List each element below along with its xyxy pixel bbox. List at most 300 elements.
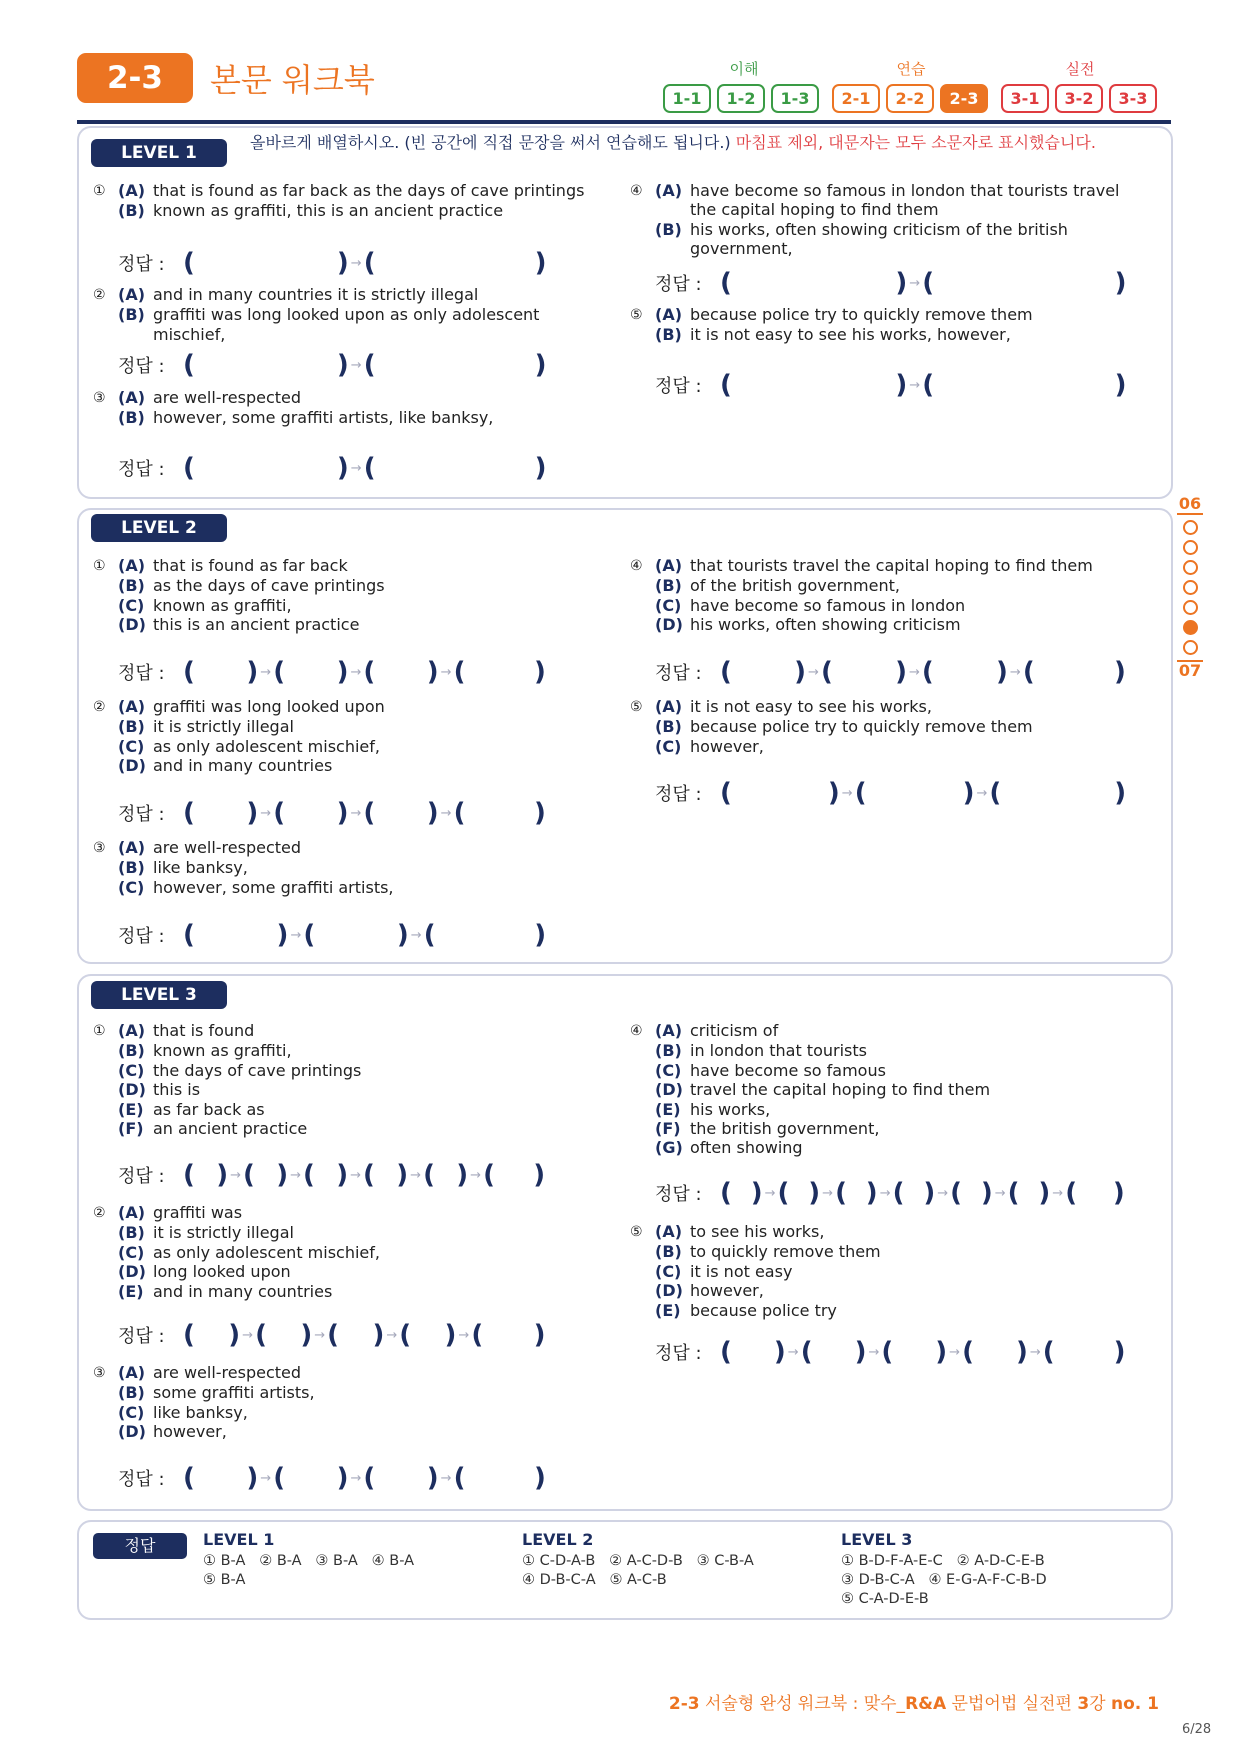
paren-open: ( bbox=[720, 778, 732, 808]
progress-dot bbox=[1183, 600, 1198, 615]
instruction-main: 올바르게 배열하시오. (빈 공간에 직접 문장을 써서 연습해도 됩니다.) bbox=[250, 133, 731, 152]
question-number bbox=[93, 1119, 118, 1120]
arrow-icon: → bbox=[440, 1470, 452, 1486]
arrow-icon: → bbox=[350, 664, 362, 680]
option-text: known as graffiti, bbox=[153, 595, 292, 615]
paren-open: ( bbox=[720, 657, 732, 687]
option-text: as only adolescent mischief, bbox=[153, 736, 380, 756]
paren-close: ) bbox=[228, 1320, 241, 1350]
question-number bbox=[630, 1242, 655, 1243]
option-text: of the british government, bbox=[690, 576, 900, 596]
question-number: ① bbox=[93, 183, 106, 199]
option-text: have become so famous bbox=[690, 1060, 886, 1080]
paren-close: ) bbox=[534, 920, 547, 950]
option-text: an ancient practice bbox=[153, 1119, 308, 1139]
footer-prefix: 2-3 bbox=[668, 1694, 700, 1714]
answer-key-line: ⑤ C-A-D-E-B bbox=[841, 1591, 929, 1607]
paren-close: ) bbox=[444, 1320, 457, 1350]
paren-close: ) bbox=[1113, 657, 1126, 687]
step-1-2[interactable]: 1-2 bbox=[717, 84, 765, 113]
paren-open: ( bbox=[483, 1160, 495, 1190]
question-option bbox=[93, 756, 613, 775]
option-text: to see his works, bbox=[690, 1222, 825, 1241]
question-number bbox=[93, 201, 118, 202]
answer-label: 정답 : bbox=[118, 926, 165, 947]
answer-label: 정답 : bbox=[118, 804, 165, 825]
paren-close: ) bbox=[750, 1178, 763, 1208]
question-number bbox=[630, 737, 655, 738]
option-text: it is not easy to see his works, however, bbox=[690, 325, 1011, 345]
question-option bbox=[93, 697, 613, 717]
question-number bbox=[630, 1281, 655, 1282]
option-text: like banksy, bbox=[153, 1402, 248, 1422]
option-text: as the days of cave printings bbox=[153, 576, 385, 596]
option-key: (D) bbox=[655, 1281, 683, 1301]
question-number bbox=[93, 615, 118, 616]
option-key: (D) bbox=[118, 615, 146, 635]
step-3-3[interactable]: 3-3 bbox=[1109, 84, 1157, 113]
paren-open: ( bbox=[777, 1178, 790, 1208]
side-page-07: 07 bbox=[1178, 661, 1202, 680]
paren-close: ) bbox=[533, 1463, 546, 1493]
question-option bbox=[630, 1281, 1150, 1300]
option-key: (C) bbox=[118, 736, 145, 756]
option-text: graffiti was long looked upon as only adolescent mischief, bbox=[153, 305, 540, 344]
question-L3-5 bbox=[630, 1222, 1150, 1320]
option-key: (A) bbox=[655, 1021, 683, 1040]
paren-open: ( bbox=[273, 1463, 286, 1493]
arrow-icon: → bbox=[1009, 664, 1021, 680]
paren-close: ) bbox=[426, 1463, 439, 1493]
option-text: have become so famous in london that tourists travel the capital hoping to find them bbox=[690, 181, 1120, 220]
progress-dot bbox=[1183, 540, 1198, 555]
question-option bbox=[630, 556, 1150, 576]
question-option bbox=[93, 1203, 613, 1223]
answer-label: 정답 : bbox=[118, 356, 165, 377]
option-key: (B) bbox=[118, 305, 145, 325]
question-number: ② bbox=[93, 287, 106, 303]
arrow-icon: → bbox=[868, 1344, 880, 1360]
arrow-icon: → bbox=[976, 785, 988, 801]
question-option bbox=[630, 1119, 1150, 1138]
option-key: (B) bbox=[655, 1242, 682, 1262]
option-text: his works, bbox=[690, 1099, 771, 1119]
paren-open: ( bbox=[1022, 657, 1035, 687]
question-option bbox=[630, 717, 1150, 736]
answer-row[interactable] bbox=[118, 455, 546, 481]
arrow-icon: → bbox=[458, 1327, 470, 1343]
page-title: 본문 워크북 bbox=[210, 61, 375, 99]
option-text: travel the capital hoping to find them bbox=[690, 1080, 991, 1100]
paren-close: ) bbox=[533, 1160, 546, 1190]
option-text: the british government, bbox=[690, 1119, 880, 1139]
question-number bbox=[93, 1383, 118, 1384]
question-option bbox=[93, 1282, 613, 1301]
paren-open: ( bbox=[921, 657, 934, 687]
paren-open: ( bbox=[950, 1178, 963, 1208]
paren-close: ) bbox=[456, 1160, 469, 1190]
arrow-icon: → bbox=[314, 1327, 326, 1343]
answer-key-level-1-title: LEVEL 1 bbox=[203, 1530, 275, 1549]
question-option bbox=[93, 1262, 613, 1281]
option-text: to quickly remove them bbox=[690, 1242, 881, 1262]
answer-label: 정답 : bbox=[655, 1343, 702, 1364]
answer-row[interactable] bbox=[118, 352, 546, 378]
option-text: this is bbox=[153, 1080, 201, 1100]
question-number bbox=[93, 305, 118, 306]
paren-close: ) bbox=[336, 657, 349, 687]
question-L1-5 bbox=[630, 305, 1150, 345]
question-L3-4 bbox=[630, 1021, 1150, 1158]
question-number bbox=[630, 615, 655, 616]
paren-close: ) bbox=[246, 1463, 259, 1493]
option-key: (C) bbox=[118, 1060, 145, 1080]
question-number bbox=[630, 1061, 655, 1062]
paren-close: ) bbox=[426, 798, 439, 828]
option-text: it is strictly illegal bbox=[153, 717, 294, 737]
question-option bbox=[630, 615, 1150, 634]
option-key: (D) bbox=[118, 1080, 146, 1100]
option-key: (B) bbox=[118, 858, 145, 878]
arrow-icon: → bbox=[841, 785, 853, 801]
paren-open: ( bbox=[1007, 1178, 1020, 1208]
arrow-icon: → bbox=[470, 1167, 482, 1183]
paren-open: ( bbox=[720, 1178, 732, 1208]
progress-dot bbox=[1183, 640, 1198, 655]
option-key: (F) bbox=[118, 1119, 144, 1139]
level-1-tag: LEVEL 1 bbox=[91, 139, 227, 167]
level-3-tag: LEVEL 3 bbox=[91, 981, 227, 1009]
question-number bbox=[93, 737, 118, 738]
question-number: ④ bbox=[630, 1023, 643, 1039]
answer-key-line: ① B-A ② B-A ③ B-A ④ B-A bbox=[203, 1553, 415, 1569]
arrow-icon: → bbox=[350, 460, 362, 476]
answer-row[interactable] bbox=[655, 659, 1126, 685]
question-number: ④ bbox=[630, 558, 643, 574]
question-number: ① bbox=[93, 1023, 106, 1039]
paren-open: ( bbox=[720, 370, 732, 400]
question-number bbox=[93, 1243, 118, 1244]
question-option bbox=[93, 1061, 613, 1080]
option-text: in london that tourists bbox=[690, 1041, 867, 1061]
arrow-icon: → bbox=[440, 805, 452, 821]
arrow-icon: → bbox=[764, 1185, 776, 1201]
question-option bbox=[630, 1080, 1150, 1099]
question-L2-1 bbox=[93, 556, 613, 635]
question-option bbox=[93, 717, 613, 736]
answer-row[interactable] bbox=[655, 780, 1126, 806]
question-option bbox=[93, 737, 613, 756]
option-text: often showing bbox=[690, 1138, 803, 1158]
question-option bbox=[630, 1100, 1150, 1119]
progress-dot bbox=[1183, 560, 1198, 575]
question-number: ④ bbox=[630, 183, 643, 199]
answer-row[interactable] bbox=[118, 1322, 545, 1348]
question-number: ③ bbox=[93, 840, 106, 856]
answer-row[interactable] bbox=[118, 250, 546, 276]
option-key: (B) bbox=[655, 717, 682, 737]
option-key: (C) bbox=[655, 595, 682, 615]
paren-open: ( bbox=[183, 1463, 195, 1493]
paren-open: ( bbox=[1042, 1337, 1055, 1367]
option-key: (A) bbox=[118, 697, 146, 716]
question-L2-2 bbox=[93, 697, 613, 776]
arrow-icon: → bbox=[440, 664, 452, 680]
paren-close: ) bbox=[246, 798, 259, 828]
option-text: graffiti was bbox=[153, 1203, 243, 1222]
paren-open: ( bbox=[183, 920, 195, 950]
option-key: (E) bbox=[118, 1281, 144, 1301]
arrow-icon: → bbox=[410, 927, 422, 943]
option-text: because police try to quickly remove them bbox=[690, 305, 1033, 324]
option-key: (A) bbox=[655, 181, 683, 200]
paren-open: ( bbox=[881, 1337, 894, 1367]
paren-open: ( bbox=[183, 798, 195, 828]
option-key: (B) bbox=[118, 1223, 145, 1243]
answer-row[interactable] bbox=[118, 1465, 546, 1491]
question-option bbox=[630, 220, 1150, 259]
paren-open: ( bbox=[363, 1463, 376, 1493]
question-option bbox=[93, 181, 613, 201]
paren-open: ( bbox=[453, 798, 466, 828]
side-page-06: 06 bbox=[1178, 494, 1202, 513]
option-key: (G) bbox=[655, 1138, 683, 1158]
option-text: are well-respected bbox=[153, 838, 302, 857]
paren-close: ) bbox=[276, 1160, 289, 1190]
question-option bbox=[93, 1422, 613, 1441]
question-number: ② bbox=[93, 699, 106, 715]
question-number: ⑤ bbox=[630, 699, 643, 715]
paren-open: ( bbox=[255, 1320, 267, 1350]
step-2-1[interactable]: 2-1 bbox=[832, 84, 880, 113]
paren-open: ( bbox=[453, 1463, 466, 1493]
question-number bbox=[93, 1403, 118, 1404]
question-option bbox=[93, 576, 613, 595]
option-key: (C) bbox=[655, 1261, 682, 1281]
paren-open: ( bbox=[892, 1178, 905, 1208]
answer-label: 정답 : bbox=[118, 1326, 165, 1347]
question-L1-3 bbox=[93, 388, 613, 428]
question-option bbox=[630, 305, 1150, 325]
question-option bbox=[93, 1243, 613, 1262]
answer-row[interactable] bbox=[655, 372, 1126, 398]
question-option bbox=[630, 1262, 1150, 1281]
arrow-icon: → bbox=[230, 1167, 242, 1183]
question-option bbox=[93, 858, 613, 877]
progress-dot-current bbox=[1183, 620, 1198, 635]
option-text: his works, often showing criticism of the british government, bbox=[690, 219, 1068, 259]
arrow-icon: → bbox=[290, 927, 302, 943]
answer-key-line: ① B-D-F-A-E-C ② A-D-C-E-B bbox=[841, 1553, 1045, 1569]
paren-open: ( bbox=[363, 453, 376, 483]
paren-open: ( bbox=[363, 798, 376, 828]
answer-row[interactable] bbox=[118, 1162, 545, 1188]
arrow-icon: → bbox=[350, 1167, 362, 1183]
question-option bbox=[93, 615, 613, 634]
paren-close: ) bbox=[216, 1160, 229, 1190]
arrow-icon: → bbox=[879, 1185, 891, 1201]
option-key: (B) bbox=[118, 201, 145, 221]
option-key: (E) bbox=[118, 1099, 144, 1119]
paren-close: ) bbox=[336, 1160, 349, 1190]
paren-open: ( bbox=[922, 370, 935, 400]
paren-close: ) bbox=[336, 248, 349, 278]
answer-row[interactable] bbox=[655, 1180, 1125, 1206]
paren-close: ) bbox=[396, 1160, 409, 1190]
answer-row[interactable] bbox=[655, 270, 1126, 296]
answer-key-level-3 bbox=[841, 1530, 1161, 1609]
paren-close: ) bbox=[1114, 268, 1127, 298]
option-key: (B) bbox=[655, 325, 682, 345]
question-number bbox=[630, 1080, 655, 1081]
paren-open: ( bbox=[363, 657, 376, 687]
question-number bbox=[93, 756, 118, 757]
question-option bbox=[93, 1080, 613, 1099]
paren-close: ) bbox=[533, 1320, 546, 1350]
progress-dot bbox=[1183, 520, 1198, 535]
option-key: (A) bbox=[118, 388, 146, 407]
question-option bbox=[630, 325, 1150, 344]
answer-row[interactable] bbox=[118, 922, 546, 948]
paren-close: ) bbox=[533, 798, 546, 828]
option-text: as only adolescent mischief, bbox=[153, 1242, 380, 1262]
arrow-icon: → bbox=[908, 664, 920, 680]
answer-row[interactable] bbox=[655, 1339, 1126, 1365]
option-text: are well-respected bbox=[153, 1363, 302, 1382]
paren-close: ) bbox=[534, 453, 547, 483]
question-option bbox=[93, 201, 613, 220]
answer-key-level-2-title: LEVEL 2 bbox=[522, 1530, 594, 1549]
paren-close: ) bbox=[794, 657, 807, 687]
paren-open: ( bbox=[800, 1337, 813, 1367]
step-2-2[interactable]: 2-2 bbox=[886, 84, 934, 113]
arrow-icon: → bbox=[242, 1327, 254, 1343]
side-page-indicator bbox=[1173, 494, 1207, 680]
option-text: this is an ancient practice bbox=[153, 615, 360, 635]
question-number bbox=[630, 1100, 655, 1101]
option-key: (A) bbox=[655, 305, 683, 324]
paren-open: ( bbox=[989, 778, 1002, 808]
option-text: his works, often showing criticism bbox=[690, 615, 961, 635]
question-option bbox=[630, 1138, 1150, 1157]
answer-label: 정답 : bbox=[118, 663, 165, 684]
question-L2-3 bbox=[93, 838, 613, 897]
arrow-icon: → bbox=[350, 357, 362, 373]
paren-close: ) bbox=[1114, 370, 1127, 400]
paren-close: ) bbox=[865, 1178, 878, 1208]
answer-label: 정답 : bbox=[655, 274, 702, 295]
question-L2-4 bbox=[630, 556, 1150, 635]
question-L3-2 bbox=[93, 1203, 613, 1301]
arrow-icon: → bbox=[909, 275, 921, 291]
paren-open: ( bbox=[399, 1320, 412, 1350]
paren-open: ( bbox=[423, 1160, 435, 1190]
option-key: (C) bbox=[655, 1060, 682, 1080]
footer-text2: 문법어법 실전편 bbox=[951, 1694, 1072, 1714]
answer-label: 정답 : bbox=[655, 376, 702, 397]
group-label-real: 실전 bbox=[1065, 60, 1095, 78]
paren-close: ) bbox=[895, 268, 908, 298]
question-number: ① bbox=[93, 558, 106, 574]
question-option bbox=[93, 305, 613, 344]
option-key: (D) bbox=[118, 1262, 146, 1282]
paren-close: ) bbox=[372, 1320, 385, 1350]
option-key: (D) bbox=[655, 1080, 683, 1100]
instruction-note: 마침표 제외, 대문자는 모두 소문자로 표시했습니다. bbox=[735, 133, 1096, 152]
answer-key-level-2 bbox=[522, 1530, 832, 1590]
option-key: (A) bbox=[118, 181, 146, 200]
question-number bbox=[630, 717, 655, 718]
paren-open: ( bbox=[363, 350, 376, 380]
arrow-icon: → bbox=[994, 1185, 1006, 1201]
option-text: known as graffiti, bbox=[153, 1041, 292, 1061]
question-option bbox=[93, 1363, 613, 1383]
paren-close: ) bbox=[923, 1178, 936, 1208]
arrow-icon: → bbox=[386, 1327, 398, 1343]
option-text: like banksy, bbox=[153, 858, 248, 878]
option-text: known as graffiti, this is an ancient practice bbox=[153, 201, 504, 221]
step-1-1[interactable]: 1-1 bbox=[663, 84, 711, 113]
option-key: (C) bbox=[655, 736, 682, 756]
question-L3-3 bbox=[93, 1363, 613, 1442]
option-text: because police try to quickly remove them bbox=[690, 717, 1033, 737]
option-text: are well-respected bbox=[153, 388, 302, 407]
answer-key-line: ① C-D-A-B ② A-C-D-B ③ C-B-A bbox=[522, 1553, 754, 1569]
answer-key-tag: 정답 bbox=[93, 1533, 187, 1559]
question-number bbox=[630, 576, 655, 577]
paren-close: ) bbox=[996, 657, 1008, 687]
option-key: (B) bbox=[655, 219, 682, 239]
answer-row[interactable] bbox=[118, 800, 546, 826]
paren-close: ) bbox=[426, 657, 439, 687]
paren-open: ( bbox=[183, 453, 195, 483]
answer-label: 정답 : bbox=[118, 1469, 165, 1490]
footer-brand: R&A bbox=[905, 1694, 947, 1714]
arrow-icon: → bbox=[260, 805, 272, 821]
step-3-1[interactable]: 3-1 bbox=[1001, 84, 1049, 113]
option-key: (A) bbox=[118, 1021, 146, 1040]
paren-close: ) bbox=[300, 1320, 313, 1350]
question-number bbox=[630, 596, 655, 597]
option-key: (A) bbox=[118, 838, 146, 857]
question-option bbox=[93, 596, 613, 615]
question-number bbox=[93, 1100, 118, 1101]
question-option bbox=[93, 838, 613, 858]
question-option bbox=[630, 1222, 1150, 1242]
paren-close: ) bbox=[980, 1178, 993, 1208]
answer-row[interactable] bbox=[118, 659, 546, 685]
arrow-icon: → bbox=[787, 1344, 799, 1360]
arrow-icon: → bbox=[350, 1470, 362, 1486]
question-option bbox=[93, 556, 613, 576]
question-number bbox=[93, 1422, 118, 1423]
question-option bbox=[93, 388, 613, 408]
step-2-3-current[interactable]: 2-3 bbox=[940, 84, 988, 113]
answer-key-line: ④ D-B-C-A ⑤ A-C-B bbox=[522, 1572, 667, 1588]
answer-key-level-1 bbox=[203, 1530, 513, 1590]
step-1-3[interactable]: 1-3 bbox=[771, 84, 819, 113]
paren-open: ( bbox=[183, 1160, 195, 1190]
option-text: and in many countries bbox=[153, 1281, 333, 1301]
footer-text: 서술형 완성 워크북 : 맞수_ bbox=[705, 1694, 906, 1714]
footer-lesson: 3 bbox=[1077, 1694, 1090, 1714]
question-option bbox=[93, 1383, 613, 1402]
step-3-2[interactable]: 3-2 bbox=[1055, 84, 1103, 113]
paren-close: ) bbox=[962, 778, 975, 808]
option-text: long looked upon bbox=[153, 1262, 291, 1282]
paren-open: ( bbox=[423, 920, 436, 950]
question-number bbox=[93, 408, 118, 409]
